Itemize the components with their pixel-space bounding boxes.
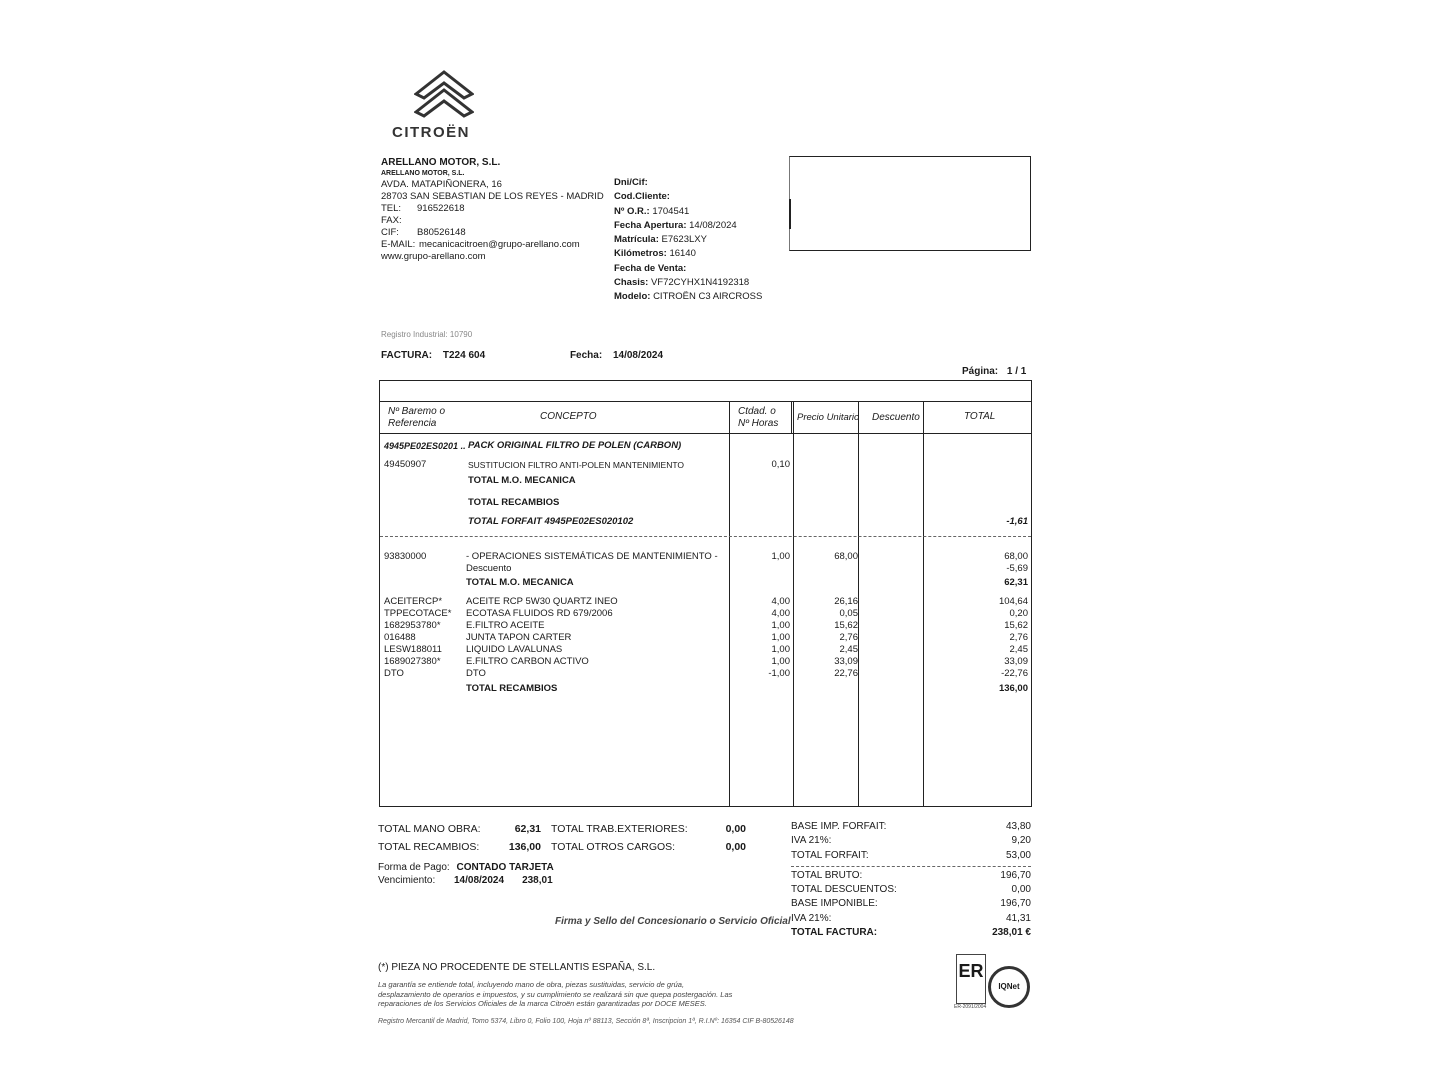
op-total: 68,00 bbox=[1004, 551, 1028, 562]
totals-right bbox=[791, 820, 1031, 940]
parts-total-rec-value: 136,00 bbox=[998, 683, 1028, 694]
part-total: 0,20 bbox=[1009, 608, 1028, 619]
part-concept: E.FILTRO ACEITE bbox=[466, 620, 545, 631]
part-price: 2,45 bbox=[839, 644, 858, 655]
cif-value: B80526148 bbox=[417, 227, 466, 238]
apertura-label: Fecha Apertura: bbox=[614, 219, 687, 231]
base-forfait-label: BASE IMP. FORFAIT: bbox=[791, 821, 887, 832]
pagina-value: 1 / 1 bbox=[1006, 366, 1027, 377]
client-address-box bbox=[789, 156, 1031, 251]
trab-ext-label: TOTAL TRAB.EXTERIORES: bbox=[551, 823, 688, 835]
part-qty: 1,00 bbox=[771, 644, 790, 655]
header-total: TOTAL bbox=[964, 411, 996, 422]
fax-label: FAX: bbox=[381, 215, 402, 226]
part-ref: 1689027380* bbox=[384, 656, 441, 667]
op-price: 68,00 bbox=[834, 551, 858, 562]
iva-value: 41,31 bbox=[1005, 912, 1031, 924]
km-value: 16140 bbox=[669, 248, 696, 260]
part-concept: E.FILTRO CARBON ACTIVO bbox=[466, 656, 589, 667]
part-concept: DTO bbox=[466, 668, 486, 679]
registro-mercantil: Registro Mercantil de Madrid, Tomo 5374, Libro 0, Folio 100, Hoja nº 88113, Sección 8ª, Inscripcion 1ª, R.I.Nº: 16354 CIF B-80526148 bbox=[378, 1018, 794, 1025]
pack-line-ref: 49450907 bbox=[384, 459, 427, 470]
part-total: 33,09 bbox=[1004, 656, 1028, 667]
part-qty: -1,00 bbox=[768, 668, 790, 679]
parts-total-rec: TOTAL RECAMBIOS bbox=[466, 683, 558, 694]
header-descuento: Descuento bbox=[872, 412, 920, 423]
part-total: 2,76 bbox=[1009, 632, 1028, 643]
totals-left bbox=[378, 820, 746, 856]
part-qty: 4,00 bbox=[771, 608, 790, 619]
part-qty: 1,00 bbox=[771, 620, 790, 631]
total-forfait-label: TOTAL FORFAIT: bbox=[791, 849, 869, 861]
part-ref: DTO bbox=[384, 668, 404, 679]
part-concept: JUNTA TAPON CARTER bbox=[466, 632, 572, 643]
apertura-value: 14/08/2024 bbox=[689, 219, 737, 231]
op-ref: 93830000 bbox=[384, 551, 427, 562]
iva-label: IVA 21%: bbox=[791, 912, 832, 924]
table-header bbox=[380, 401, 1031, 434]
part-concept: LIQUIDO LAVALUNAS bbox=[466, 644, 563, 655]
registro-industrial: Registro Industrial: 10790 bbox=[381, 330, 473, 339]
base-imponible-value: 196,70 bbox=[1000, 898, 1031, 910]
vehicle-info bbox=[614, 176, 814, 305]
chasis-label: Chasis: bbox=[614, 277, 649, 289]
part-price: 26,16 bbox=[834, 596, 858, 607]
total-forfait-value: 53,00 bbox=[1005, 849, 1031, 861]
total-bruto-label: TOTAL BRUTO: bbox=[791, 869, 863, 881]
part-total: 104,64 bbox=[998, 596, 1028, 607]
part-total: 15,62 bbox=[1004, 620, 1028, 631]
otros-cargos-value: 0,00 bbox=[725, 841, 746, 853]
header-cantidad: Ctdad. o Nº Horas bbox=[738, 406, 779, 429]
total-factura-value: 238,01 € bbox=[992, 927, 1031, 939]
aenor-seal-icon: ER bbox=[956, 954, 986, 1004]
citroen-logo bbox=[392, 68, 502, 141]
op-total-mo-value: 62,31 bbox=[1004, 577, 1028, 588]
op-desc-total: -5,69 bbox=[1006, 563, 1028, 574]
recambios-label: TOTAL RECAMBIOS: bbox=[378, 841, 480, 853]
part-total: -22,76 bbox=[1001, 668, 1028, 679]
part-concept: ECOTASA FLUIDOS RD 679/2006 bbox=[466, 608, 613, 619]
matricula-value: E7623LXY bbox=[661, 234, 707, 246]
or-value: 1704541 bbox=[652, 205, 690, 217]
invoice-header bbox=[381, 350, 663, 361]
seal-caption: ER-2091/2004 bbox=[954, 1004, 987, 1010]
part-total: 2,45 bbox=[1009, 644, 1028, 655]
part-qty: 1,00 bbox=[771, 632, 790, 643]
vencimiento-date: 14/08/2024 bbox=[454, 874, 505, 886]
guarantee-text: La garantía se entiende total, incluyendo mano de obra, piezas sustituidas, servicio de grúa, desplazamiento de operarios e impuestos, y su cumplimiento se realizará sin que quepa postergación. Las reparaciones de los Servicios Oficiales de la marca Citroën están garantizadas por DOCE MESES. bbox=[378, 980, 733, 1008]
company-address2: 28703 SAN SEBASTIAN DE LOS REYES - MADRID bbox=[381, 191, 604, 202]
total-bruto-value: 196,70 bbox=[1000, 869, 1031, 881]
forma-pago-value: CONTADO TARJETA bbox=[456, 862, 554, 873]
venta-label: Fecha de Venta: bbox=[614, 262, 687, 274]
brand-name: CITROËN bbox=[392, 124, 470, 141]
company-address1: AVDA. MATAPIÑONERA, 16 bbox=[381, 179, 502, 190]
op-desc-label: Descuento bbox=[466, 563, 512, 574]
header-ref: Nº Baremo o Referencia bbox=[388, 406, 446, 429]
part-price: 2,76 bbox=[839, 632, 858, 643]
email-label: E-MAIL: bbox=[381, 239, 416, 250]
pack-forfait-total: -1,61 bbox=[1006, 516, 1028, 527]
cif-label: CIF: bbox=[381, 227, 399, 238]
pack-total-forfait: TOTAL FORFAIT 4945PE02ES020102 bbox=[468, 516, 634, 527]
vencimiento-label: Vencimiento: bbox=[378, 874, 436, 886]
pagina-label: Página: bbox=[962, 366, 999, 377]
part-ref: 1682953780* bbox=[384, 620, 441, 631]
factura-label: FACTURA: bbox=[381, 350, 433, 361]
vencimiento-amount: 238,01 bbox=[522, 874, 553, 886]
tel-value: 916522618 bbox=[417, 203, 465, 214]
chasis-value: VF72CYHX1N4192318 bbox=[650, 277, 750, 289]
or-label: Nº O.R.: bbox=[614, 205, 650, 217]
op-concept: - OPERACIONES SISTEMÁTICAS DE MANTENIMIENTO - bbox=[466, 551, 718, 562]
iqnet-seal-icon: IQNet bbox=[988, 966, 1030, 1008]
pieza-note: (*) PIEZA NO PROCEDENTE DE STELLANTIS ESPAÑA, S.L. bbox=[378, 962, 656, 973]
forma-pago-label: Forma de Pago: bbox=[378, 862, 450, 873]
fecha-value: 14/08/2024 bbox=[612, 350, 664, 361]
part-price: 22,76 bbox=[834, 668, 858, 679]
pack-total-mo: TOTAL M.O. MECANICA bbox=[468, 475, 576, 486]
km-label: Kilómetros: bbox=[614, 248, 667, 260]
company-name: ARELLANO MOTOR, S.L. bbox=[381, 157, 501, 168]
header-concepto: CONCEPTO bbox=[540, 411, 597, 422]
matricula-label: Matrícula: bbox=[614, 234, 659, 246]
pack-ref: 4945PE02ES0201 .. bbox=[384, 441, 466, 451]
part-qty: 1,00 bbox=[771, 656, 790, 667]
part-ref: ACEITERCP* bbox=[384, 596, 443, 607]
modelo-value: CITROËN C3 AIRCROSS bbox=[653, 291, 763, 303]
dni-label: Dni/Cif: bbox=[614, 177, 648, 188]
base-imponible-label: BASE IMPONIBLE: bbox=[791, 898, 878, 910]
firma-sello: Firma y Sello del Concesionario o Servicio Oficial bbox=[555, 916, 791, 927]
pack-line-qty: 0,10 bbox=[771, 459, 790, 470]
double-chevron-icon bbox=[414, 68, 474, 120]
otros-cargos-label: TOTAL OTROS CARGOS: bbox=[551, 841, 676, 853]
op-qty: 1,00 bbox=[771, 551, 790, 562]
trab-ext-value: 0,00 bbox=[725, 823, 746, 835]
part-ref: TPPECOTACE* bbox=[384, 608, 452, 619]
total-factura-label: TOTAL FACTURA: bbox=[791, 927, 878, 939]
invoice-lines-table bbox=[379, 380, 1032, 807]
part-price: 0,05 bbox=[839, 608, 858, 619]
header-precio: Precio Unitario bbox=[797, 412, 860, 423]
tel-label: TEL: bbox=[381, 203, 402, 214]
part-concept: ACEITE RCP 5W30 QUARTZ INEO bbox=[466, 596, 618, 607]
cliente-label: Cod.Cliente: bbox=[614, 191, 670, 203]
payment-info bbox=[378, 862, 554, 887]
page-indicator bbox=[962, 366, 1026, 377]
modelo-label: Modelo: bbox=[614, 291, 651, 303]
email-link[interactable]: mecanicacitroen@grupo-arellano.com bbox=[419, 239, 580, 250]
base-forfait-value: 43,80 bbox=[1005, 821, 1031, 832]
company-info bbox=[381, 157, 621, 263]
mano-obra-value: 62,31 bbox=[514, 823, 541, 835]
total-descuentos-label: TOTAL DESCUENTOS: bbox=[791, 884, 897, 896]
website-link[interactable]: www.grupo-arellano.com bbox=[381, 251, 486, 262]
total-descuentos-value: 0,00 bbox=[1011, 884, 1031, 896]
iva-forfait-value: 9,20 bbox=[1011, 835, 1031, 847]
fecha-label: Fecha: bbox=[569, 350, 603, 361]
part-price: 15,62 bbox=[834, 620, 858, 631]
part-qty: 4,00 bbox=[771, 596, 790, 607]
part-price: 33,09 bbox=[834, 656, 858, 667]
factura-number: T224 604 bbox=[442, 350, 486, 361]
op-total-mo: TOTAL M.O. MECANICA bbox=[466, 577, 574, 588]
part-ref: LESW188011 bbox=[384, 644, 442, 655]
mano-obra-label: TOTAL MANO OBRA: bbox=[378, 823, 481, 835]
recambios-value: 136,00 bbox=[508, 841, 541, 853]
company-name-small: ARELLANO MOTOR, S.L. bbox=[381, 170, 465, 177]
pack-title: PACK ORIGINAL FILTRO DE POLEN (CARBON) bbox=[468, 440, 682, 451]
part-ref: 016488 bbox=[384, 632, 416, 643]
iva-forfait-label: IVA 21%: bbox=[791, 835, 832, 847]
pack-line-concept: SUSTITUCION FILTRO ANTI-POLEN MANTENIMIENTO bbox=[468, 460, 684, 470]
pack-total-rec: TOTAL RECAMBIOS bbox=[468, 497, 560, 508]
